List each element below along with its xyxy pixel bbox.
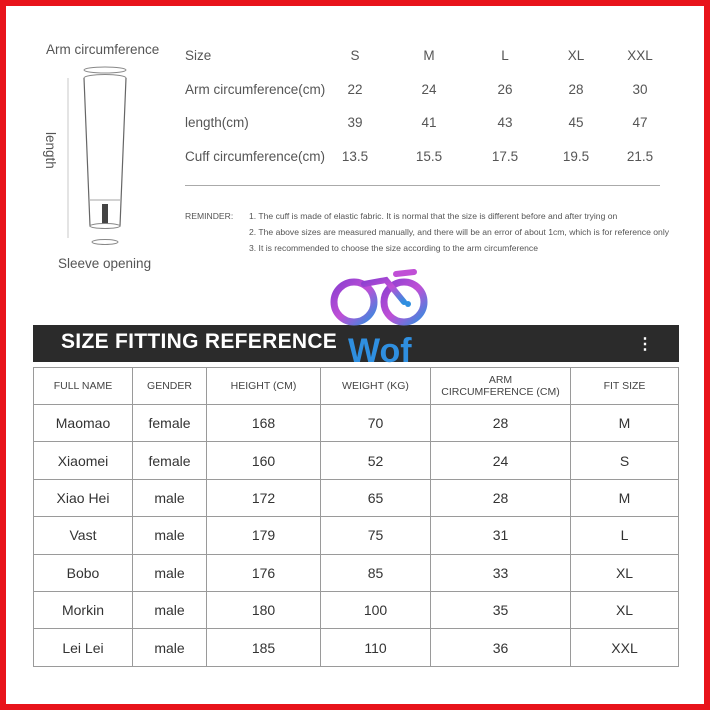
size-value: 28 (568, 82, 584, 97)
cell-height: 185 (207, 629, 321, 666)
cell-gender: male (133, 517, 207, 554)
size-value: 43 (497, 115, 513, 130)
fitting-table (33, 367, 679, 667)
cell-height: 179 (207, 517, 321, 554)
cell-size: XL (571, 591, 679, 628)
column-header-arm (431, 368, 571, 405)
size-col: L (501, 48, 509, 63)
row-label: Arm circumference(cm) (185, 82, 326, 97)
table-row (34, 591, 679, 628)
reminder-item: 3. It is recommended to choose the size according to the arm circumference (249, 243, 538, 253)
cell-weight: 85 (321, 554, 431, 591)
cell-name: Xiaomei (34, 442, 133, 479)
size-value: 15.5 (415, 149, 443, 164)
cell-height: 176 (207, 554, 321, 591)
cell-gender: male (133, 554, 207, 591)
cell-arm: 28 (431, 405, 571, 442)
cell-height: 168 (207, 405, 321, 442)
cell-weight: 75 (321, 517, 431, 554)
size-col: XL (567, 48, 585, 63)
cell-arm: 28 (431, 479, 571, 516)
cell-name: Morkin (34, 591, 133, 628)
size-value: 13.5 (341, 149, 369, 164)
size-value: 47 (632, 115, 648, 130)
cell-gender: female (133, 442, 207, 479)
length-label: length (43, 132, 58, 169)
cell-gender: male (133, 479, 207, 516)
size-value: 24 (421, 82, 437, 97)
cell-height: 180 (207, 591, 321, 628)
table-row (34, 479, 679, 516)
table-row (34, 442, 679, 479)
cell-height: 160 (207, 442, 321, 479)
column-header: WEIGHT (KG) (321, 368, 431, 405)
size-value: 17.5 (491, 149, 519, 164)
cell-weight: 70 (321, 405, 431, 442)
reminder-label: REMINDER: (185, 211, 234, 221)
cell-size: M (571, 479, 679, 516)
cell-arm: 35 (431, 591, 571, 628)
column-header: FIT SIZE (571, 368, 679, 405)
cell-arm: 31 (431, 517, 571, 554)
cell-weight: 52 (321, 442, 431, 479)
divider (185, 185, 660, 186)
size-value: 41 (421, 115, 437, 130)
table-row (34, 405, 679, 442)
wof-logo (326, 264, 436, 382)
logo-text: Wof (348, 332, 412, 370)
reminder-items (249, 208, 669, 256)
row-label: Cuff circumference(cm) (185, 149, 326, 164)
cell-gender: male (133, 591, 207, 628)
table-header-row (34, 368, 679, 405)
size-value: 39 (347, 115, 363, 130)
table-row (34, 629, 679, 666)
column-header: FULL NAME (34, 368, 133, 405)
size-col: S (350, 48, 360, 63)
size-value: 45 (568, 115, 584, 130)
page (6, 6, 704, 704)
reminder-item: 2. The above sizes are measured manually, and there will be an error of about 1cm, which is for reference only (249, 227, 670, 237)
column-header: GENDER (133, 368, 207, 405)
size-value: 19.5 (562, 149, 590, 164)
fitting-title: SIZE FITTING REFERENCE (61, 330, 338, 353)
cell-gender: female (133, 405, 207, 442)
cell-name: Lei Lei (34, 629, 133, 666)
vertical-dots-icon: ⋮ (637, 336, 653, 353)
row-label: length(cm) (185, 115, 249, 130)
cell-size: S (571, 442, 679, 479)
column-header: HEIGHT (CM) (207, 368, 321, 405)
sleeve-opening-label: Sleeve opening (58, 256, 152, 271)
column-header-line: CIRCUMFERENCE (CM) (441, 386, 560, 398)
cell-name: Xiao Hei (34, 479, 133, 516)
cell-gender: male (133, 629, 207, 666)
cell-arm: 33 (431, 554, 571, 591)
table-row (34, 517, 679, 554)
cell-name: Bobo (34, 554, 133, 591)
cell-size: M (571, 405, 679, 442)
cell-name: Vast (34, 517, 133, 554)
cell-size: XXL (571, 629, 679, 666)
cell-weight: 65 (321, 479, 431, 516)
sleeve-diagram (46, 58, 176, 258)
reminder-item: 1. The cuff is made of elastic fabric. It is normal that the size is different before and after trying on (249, 211, 618, 221)
size-value: 30 (632, 82, 648, 97)
cell-size: XL (571, 554, 679, 591)
cell-weight: 100 (321, 591, 431, 628)
cell-name: Maomao (34, 405, 133, 442)
size-col: XXL (627, 48, 653, 63)
cell-height: 172 (207, 479, 321, 516)
size-value: 22 (347, 82, 363, 97)
cell-weight: 110 (321, 629, 431, 666)
cell-arm: 24 (431, 442, 571, 479)
size-header-label: Size (185, 48, 212, 63)
cell-size: L (571, 517, 679, 554)
arm-circumference-label: Arm circumference (46, 42, 160, 57)
size-value: 21.5 (626, 149, 654, 164)
cell-arm: 36 (431, 629, 571, 666)
column-header-line: ARM (488, 374, 513, 386)
table-row (34, 554, 679, 591)
size-col: M (423, 48, 435, 63)
size-value: 26 (497, 82, 513, 97)
